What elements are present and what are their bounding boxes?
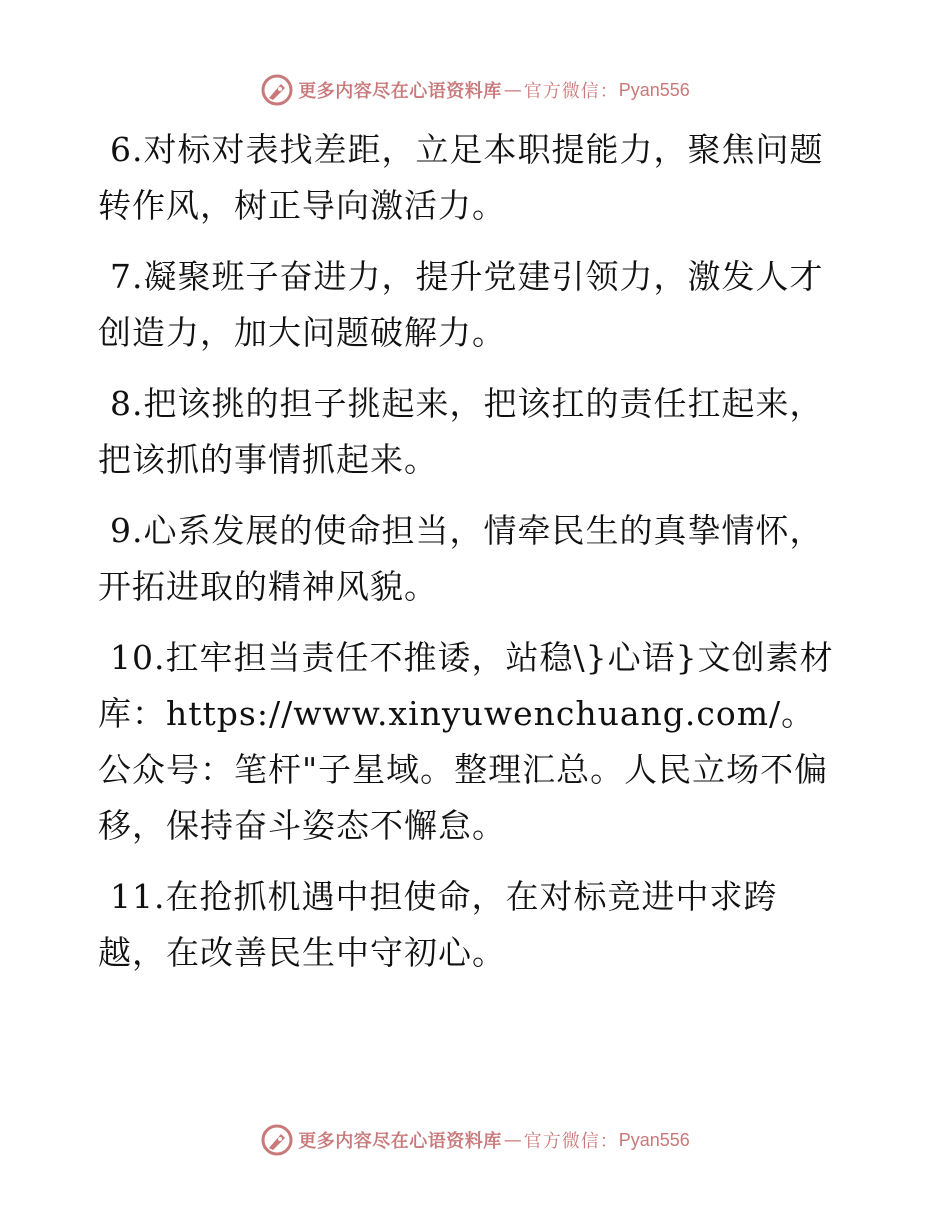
banner-brand-text: 更多内容尽在心语资料库 [298,1131,502,1152]
banner-brand-text: 更多内容尽在心语资料库 [298,81,502,102]
banner-separator: — [503,79,522,101]
banner-wechat-label: 官方微信： [523,1131,619,1152]
paragraph-6: 6.对标对表找差距，立足本职提能力，聚焦问题转作风，树正导向激活力。 [98,130,824,225]
paragraph-8: 8.把该挑的担子挑起来，把该扛的责任扛起来，把该抓的事情抓起来。 [98,384,824,479]
paragraph-11: 11.在抢抓机遇中担使命，在对标竞进中求跨越，在改善民生中守初心。 [98,877,778,972]
pen-nib-logo-icon [260,1123,294,1157]
header-banner [0,72,950,108]
pen-nib-logo-icon [260,73,294,107]
paragraph-7: 7.凝聚班子奋进力，提升党建引领力，激发人才创造力，加大问题破解力。 [98,257,824,352]
banner-separator: — [503,1129,522,1151]
paragraph-10: 10.扛牢担当责任不推诿，站稳\}心语}文创素材库：https://www.xinyuwenchuang.com/。公众号：笔杆"子星域。整理汇总。人民立场不偏移，保持奋斗姿态不懈怠。 [98,638,834,845]
paragraph-9: 9.心系发展的使命担当，情牵民生的真挚情怀，开拓进取的精神风貌。 [98,511,824,606]
banner-wechat-label: 官方微信： [523,81,619,102]
footer-banner [0,1122,950,1158]
document-body [98,122,838,996]
banner-wechat-id: Pyan556 [618,1129,690,1150]
banner-wechat-id: Pyan556 [618,79,690,100]
